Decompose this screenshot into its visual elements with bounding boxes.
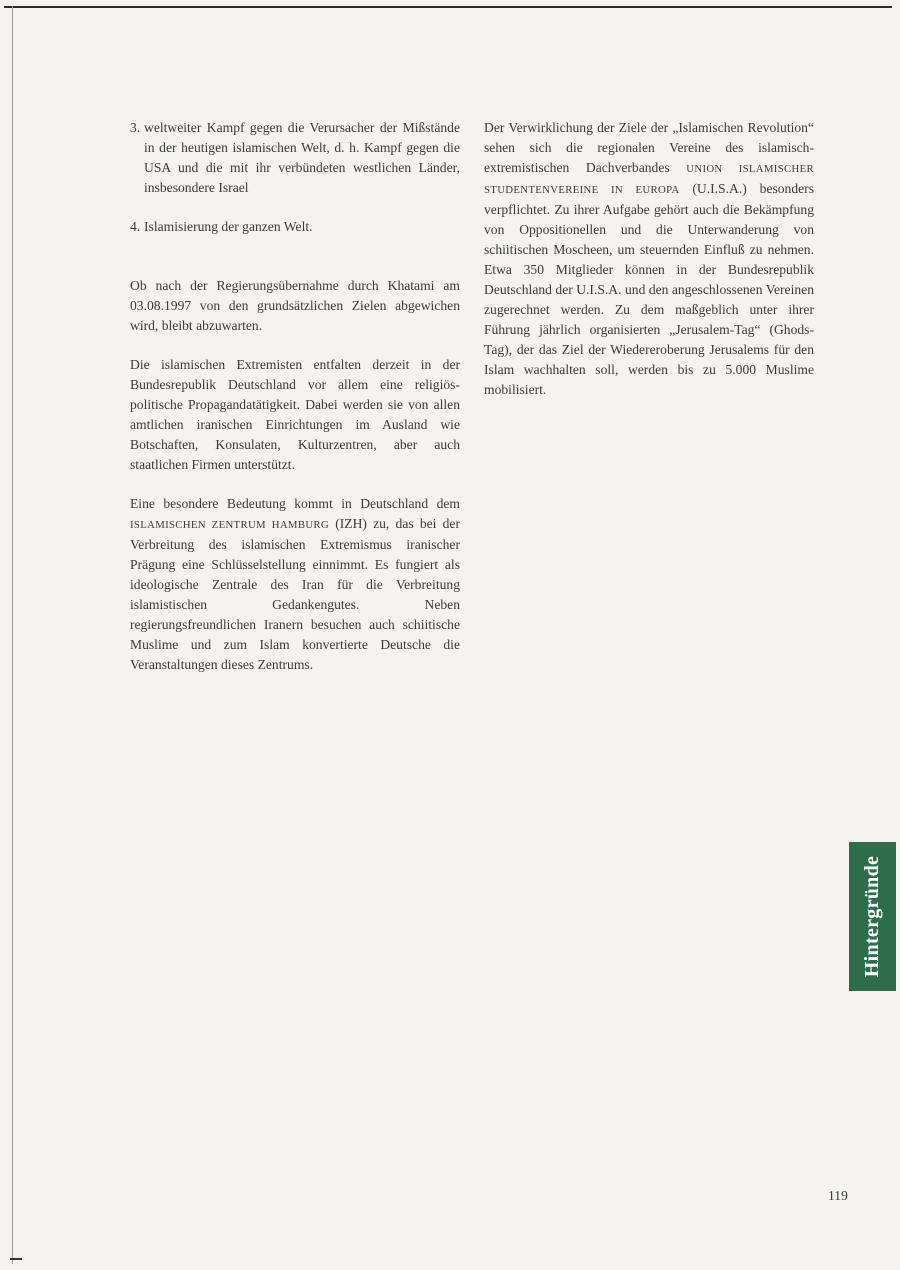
list-item-4 bbox=[130, 217, 460, 237]
right-column bbox=[484, 118, 814, 419]
top-rule bbox=[62, 6, 892, 8]
list-text: weltweiter Kampf gegen die Verursacher der Mißstände in der heutigen islamischen Welt, d. h. Kampf gegen die USA und die mit ihr verbündeten westlichen Länder, insbesondere Israel bbox=[144, 120, 460, 195]
text-run: (U.I.S.A.) besonders verpflichtet. Zu ihrer Aufgabe gehört auch die Bekämpfung von Oppositionellen und die Unterwanderung von schiitischen Moscheen, um steuernden Einfluß zu nehmen. Etwa 350 Mitglieder können in der Bundesrepublik Deutschland der U.I.S.A. und den angeschlossenen Vereinen zugerechnet werden. Zu dem maßgeblich unter ihrer Führung jährlich organisierten „Jerusalem-Tag“ (Ghods-Tag), der das Ziel der Wiedereroberung Jerusalems für den Islam wachhalten soll, werden bis zu 5.000 Muslime mobilisiert. bbox=[484, 181, 815, 397]
org-name-uisa: UNION ISLAMISCHER STUDENTENVEREINE IN EUROPA bbox=[484, 163, 814, 196]
org-name-izh: ISLAMISCHEN ZENTRUM HAMBURG bbox=[130, 519, 330, 531]
list-number: 4. bbox=[130, 219, 141, 234]
list-text: Islamisierung der ganzen Welt. bbox=[144, 219, 313, 234]
paragraph-khatami: Ob nach der Regierungsübernahme durch Khatami am 03.08.1997 von den grundsätzlichen Zielen abgewichen wird, bleibt abzuwarten. bbox=[130, 278, 460, 333]
text-run: Eine besondere Bedeutung kommt in Deutschland dem bbox=[130, 496, 460, 511]
list-number: 3. bbox=[130, 120, 141, 135]
paragraph-propaganda: Die islamischen Extremisten entfalten derzeit in der Bundesrepublik Deutschland vor allem eine religiös-politische Propagandatätigkeit. Dabei werden sie von allen amtlichen iranischen Einrichtungen im Ausland wie Botschaften, Konsulaten, Kulturzentren, aber auch staatlichen Firmen unterstützt. bbox=[130, 357, 460, 472]
text-run: Der Verwirklichung der Ziele der „Islamischen Revolution“ sehen sich die regionalen Vereine des islamisch-extremistischen Dachverbandes bbox=[484, 120, 814, 175]
section-tab-label: Hintergründe bbox=[861, 855, 883, 978]
left-column bbox=[130, 118, 460, 694]
left-margin-rule bbox=[12, 6, 13, 1264]
paragraph-izh bbox=[130, 494, 460, 675]
paragraph-uisa bbox=[484, 118, 814, 400]
list-item-3 bbox=[130, 118, 460, 198]
left-margin-tick bbox=[10, 1258, 22, 1260]
section-tab bbox=[849, 842, 896, 991]
page-number: 119 bbox=[828, 1188, 848, 1203]
text-run: (IZH) zu, das bei der Verbreitung des islamischen Extremismus iranischer Prägung eine Schlüsselstellung einnimmt. Es fungiert als ideologische Zentrale des Iran für die Verbreitung islamistischen Gedankengutes. Neben regierungsfreundlichen Iranern besuchen auch schiitische Muslime und zum Islam konvertierte Deutsche die Veranstaltungen dieses Zentrums. bbox=[130, 516, 460, 672]
page-corner-mark bbox=[4, 6, 64, 8]
